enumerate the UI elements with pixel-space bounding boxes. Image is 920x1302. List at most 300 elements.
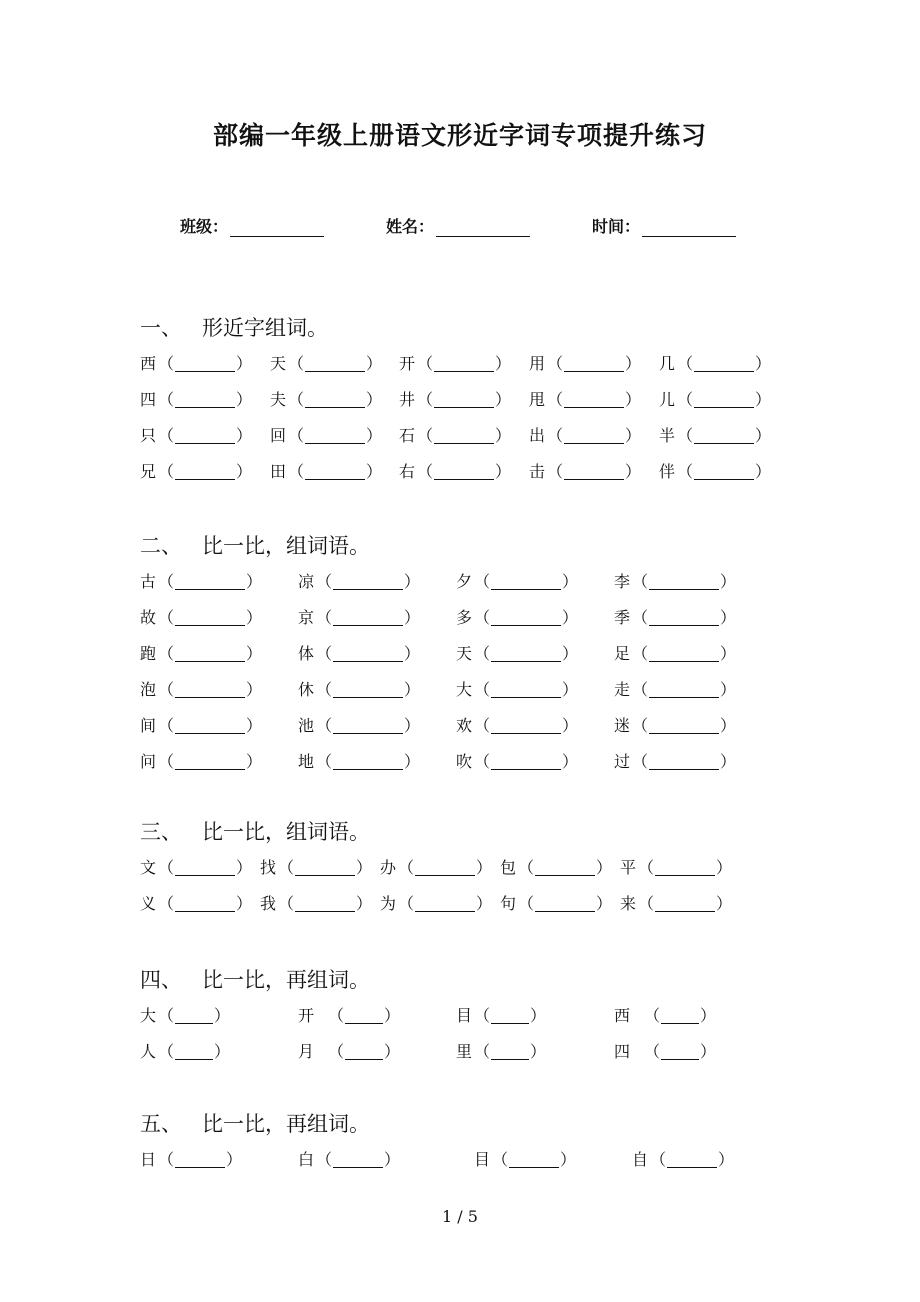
answer-blank[interactable] xyxy=(434,429,494,444)
character: 天 xyxy=(456,644,473,663)
paren-close: ） xyxy=(246,608,263,627)
paren-close: ） xyxy=(236,894,253,913)
word-item xyxy=(659,352,771,376)
word-item xyxy=(659,424,771,448)
exercise-row xyxy=(140,714,800,750)
character: 包 xyxy=(500,858,517,877)
word-item xyxy=(140,714,262,738)
answer-blank[interactable] xyxy=(175,683,245,698)
word-item xyxy=(614,1040,716,1064)
character: 文 xyxy=(140,858,157,877)
character: 办 xyxy=(380,858,397,877)
paren-open: （ xyxy=(316,644,333,663)
paren-open: （ xyxy=(316,572,333,591)
word-item xyxy=(399,460,511,484)
section-number: 五、 xyxy=(140,1112,182,1136)
paren-close: ） xyxy=(562,644,579,663)
word-item xyxy=(298,750,420,774)
paren-close: ） xyxy=(236,354,253,373)
answer-blank[interactable] xyxy=(333,719,403,734)
paren-open: （ xyxy=(417,462,434,481)
paren-open: （ xyxy=(288,426,305,445)
paren-open: （ xyxy=(288,390,305,409)
paren-close: ） xyxy=(356,858,373,877)
answer-blank[interactable] xyxy=(694,429,754,444)
answer-blank[interactable] xyxy=(305,393,365,408)
paren-open: （ xyxy=(650,1150,667,1169)
word-item xyxy=(270,460,382,484)
answer-blank[interactable] xyxy=(333,647,403,662)
character: 凉 xyxy=(298,572,315,591)
paren-close: ） xyxy=(404,716,421,735)
character: 走 xyxy=(614,680,631,699)
paren-close: ） xyxy=(246,644,263,663)
paren-close: ） xyxy=(700,1006,717,1025)
name-field xyxy=(386,214,530,237)
paren-open: （ xyxy=(632,572,649,591)
paren-open: （ xyxy=(398,858,415,877)
answer-blank[interactable] xyxy=(434,465,494,480)
section-number: 四、 xyxy=(140,968,182,992)
word-item xyxy=(270,352,382,376)
section-instruction: 比一比，组词语。 xyxy=(202,820,370,844)
paren-close: ） xyxy=(562,752,579,771)
paren-close: ） xyxy=(755,390,772,409)
answer-blank[interactable] xyxy=(175,719,245,734)
answer-blank[interactable] xyxy=(333,683,403,698)
answer-blank[interactable] xyxy=(667,1153,717,1168)
character: 泡 xyxy=(140,680,157,699)
word-item xyxy=(140,424,252,448)
character: 间 xyxy=(140,716,157,735)
section-title xyxy=(140,818,800,846)
paren-open: （ xyxy=(316,1150,333,1169)
exercise-row xyxy=(140,1004,800,1040)
answer-blank[interactable] xyxy=(564,429,624,444)
word-item xyxy=(298,642,420,666)
character: 地 xyxy=(298,752,315,771)
paren-open: （ xyxy=(632,680,649,699)
paren-close: ） xyxy=(404,572,421,591)
answer-blank[interactable] xyxy=(649,719,719,734)
word-item xyxy=(399,388,511,412)
word-item xyxy=(500,856,612,880)
paren-close: ） xyxy=(236,390,253,409)
paren-close: ） xyxy=(236,858,253,877)
paren-close: ） xyxy=(495,462,512,481)
paren-close: ） xyxy=(720,608,737,627)
character: 季 xyxy=(614,608,631,627)
paren-close: ） xyxy=(384,1042,401,1061)
paren-close: ） xyxy=(596,858,613,877)
character: 京 xyxy=(298,608,315,627)
answer-blank[interactable] xyxy=(535,861,595,876)
section-1 xyxy=(140,314,800,496)
answer-blank[interactable] xyxy=(175,647,245,662)
page-title: 部编一年级上册语文形近字词专项提升练习 xyxy=(212,121,707,150)
character: 我 xyxy=(260,894,277,913)
answer-blank[interactable] xyxy=(649,611,719,626)
paren-close: ） xyxy=(625,462,642,481)
word-item xyxy=(614,750,736,774)
exercise-row xyxy=(140,1040,800,1076)
answer-blank[interactable] xyxy=(175,429,235,444)
section-number: 三、 xyxy=(140,820,182,844)
character: 目 xyxy=(456,1006,473,1025)
character: 用 xyxy=(529,354,546,373)
answer-blank[interactable] xyxy=(175,755,245,770)
word-item xyxy=(456,606,578,630)
paren-close: ） xyxy=(718,1150,735,1169)
word-item xyxy=(474,1148,576,1172)
character: 几 xyxy=(659,354,676,373)
section-5 xyxy=(140,1110,800,1184)
character: 四 xyxy=(614,1042,631,1061)
word-item xyxy=(140,856,252,880)
answer-blank[interactable] xyxy=(649,755,719,770)
word-item xyxy=(456,1004,546,1028)
answer-blank[interactable] xyxy=(345,1009,383,1024)
page-number: 1 / 5 xyxy=(442,1207,478,1226)
paren-open: （ xyxy=(677,462,694,481)
answer-blank[interactable] xyxy=(175,611,245,626)
word-item xyxy=(140,388,252,412)
paren-open: （ xyxy=(474,1042,491,1061)
paren-open: （ xyxy=(547,462,564,481)
section-title xyxy=(140,314,800,342)
character: 井 xyxy=(399,390,416,409)
section-instruction: 形近字组词。 xyxy=(202,316,328,340)
answer-blank[interactable] xyxy=(509,1153,559,1168)
class-label: 班级： xyxy=(180,217,229,236)
character: 儿 xyxy=(659,390,676,409)
answer-blank[interactable] xyxy=(694,465,754,480)
paren-open: （ xyxy=(644,1042,661,1061)
answer-blank[interactable] xyxy=(491,1009,529,1024)
answer-blank[interactable] xyxy=(491,683,561,698)
paren-open: （ xyxy=(158,390,175,409)
paren-close: ） xyxy=(596,894,613,913)
time-field xyxy=(592,214,736,237)
answer-blank[interactable] xyxy=(415,861,475,876)
character: 人 xyxy=(140,1042,157,1061)
character: 找 xyxy=(260,858,277,877)
paren-open: （ xyxy=(158,1042,175,1061)
answer-blank[interactable] xyxy=(345,1045,383,1060)
answer-blank[interactable] xyxy=(175,1153,225,1168)
answer-blank[interactable] xyxy=(434,393,494,408)
paren-open: （ xyxy=(474,644,491,663)
paren-open: （ xyxy=(158,1150,175,1169)
character: 问 xyxy=(140,752,157,771)
exercise-row xyxy=(140,642,800,678)
character: 甩 xyxy=(529,390,546,409)
paren-open: （ xyxy=(518,894,535,913)
word-item xyxy=(140,678,262,702)
character: 夫 xyxy=(270,390,287,409)
character: 四 xyxy=(140,390,157,409)
paren-open: （ xyxy=(158,462,175,481)
paren-close: ） xyxy=(755,426,772,445)
section-4 xyxy=(140,966,800,1076)
answer-blank[interactable] xyxy=(175,465,235,480)
word-item xyxy=(529,352,641,376)
answer-blank[interactable] xyxy=(564,357,624,372)
answer-blank[interactable] xyxy=(295,861,355,876)
character: 右 xyxy=(399,462,416,481)
answer-blank[interactable] xyxy=(434,357,494,372)
character: 半 xyxy=(659,426,676,445)
character: 月 xyxy=(298,1042,315,1061)
answer-blank[interactable] xyxy=(175,357,235,372)
paren-close: ） xyxy=(625,354,642,373)
character: 击 xyxy=(529,462,546,481)
character: 平 xyxy=(620,858,637,877)
section-2 xyxy=(140,532,800,786)
paren-open: （ xyxy=(474,680,491,699)
character: 足 xyxy=(614,644,631,663)
paren-close: ） xyxy=(476,858,493,877)
class-field xyxy=(180,214,324,237)
section-instruction: 比一比，再组词。 xyxy=(202,968,370,992)
paren-open: （ xyxy=(632,752,649,771)
paren-open: （ xyxy=(316,716,333,735)
paren-close: ） xyxy=(404,752,421,771)
answer-blank[interactable] xyxy=(333,611,403,626)
character: 吹 xyxy=(456,752,473,771)
paren-open: （ xyxy=(316,752,333,771)
character: 多 xyxy=(456,608,473,627)
character: 迷 xyxy=(614,716,631,735)
character: 田 xyxy=(270,462,287,481)
paren-open: （ xyxy=(492,1150,509,1169)
character: 来 xyxy=(620,894,637,913)
name-blank[interactable] xyxy=(436,218,530,237)
character: 休 xyxy=(298,680,315,699)
character: 句 xyxy=(500,894,517,913)
word-item xyxy=(140,750,262,774)
exercise-row xyxy=(140,892,800,928)
character: 西 xyxy=(140,354,157,373)
paren-open: （ xyxy=(328,1042,345,1061)
section-number: 一、 xyxy=(140,316,182,340)
answer-blank[interactable] xyxy=(649,683,719,698)
paren-close: ） xyxy=(562,608,579,627)
answer-blank[interactable] xyxy=(564,465,624,480)
paren-close: ） xyxy=(366,462,383,481)
word-item xyxy=(456,678,578,702)
paren-close: ） xyxy=(476,894,493,913)
word-item xyxy=(140,352,252,376)
paren-close: ） xyxy=(562,716,579,735)
answer-blank[interactable] xyxy=(175,575,245,590)
paren-open: （ xyxy=(328,1006,345,1025)
section-number: 二、 xyxy=(140,534,182,558)
answer-blank[interactable] xyxy=(175,897,235,912)
paren-close: ） xyxy=(720,644,737,663)
exercise-row xyxy=(140,570,800,606)
paren-open: （ xyxy=(677,354,694,373)
answer-blank[interactable] xyxy=(655,861,715,876)
paren-close: ） xyxy=(625,390,642,409)
character: 白 xyxy=(298,1150,315,1169)
paren-close: ） xyxy=(562,572,579,591)
time-label: 时间： xyxy=(592,217,641,236)
paren-close: ） xyxy=(720,716,737,735)
word-item xyxy=(298,714,420,738)
paren-open: （ xyxy=(644,1006,661,1025)
answer-blank[interactable] xyxy=(694,357,754,372)
word-item xyxy=(140,570,262,594)
answer-blank[interactable] xyxy=(305,429,365,444)
word-item xyxy=(298,1148,400,1172)
word-item xyxy=(380,856,492,880)
answer-blank[interactable] xyxy=(661,1045,699,1060)
exercise-row xyxy=(140,352,800,388)
paren-close: ） xyxy=(226,1150,243,1169)
answer-blank[interactable] xyxy=(295,897,355,912)
word-item xyxy=(620,856,732,880)
paren-open: （ xyxy=(158,716,175,735)
answer-blank[interactable] xyxy=(694,393,754,408)
paren-close: ） xyxy=(246,716,263,735)
paren-open: （ xyxy=(288,462,305,481)
paren-close: ） xyxy=(246,752,263,771)
word-item xyxy=(260,892,372,916)
paren-open: （ xyxy=(547,426,564,445)
character: 日 xyxy=(140,1150,157,1169)
paren-close: ） xyxy=(700,1042,717,1061)
word-item xyxy=(399,352,511,376)
paren-open: （ xyxy=(278,894,295,913)
word-item xyxy=(614,1004,716,1028)
paren-close: ） xyxy=(404,644,421,663)
answer-blank[interactable] xyxy=(491,1045,529,1060)
character: 故 xyxy=(140,608,157,627)
character: 李 xyxy=(614,572,631,591)
character: 伴 xyxy=(659,462,676,481)
word-item xyxy=(140,460,252,484)
paren-open: （ xyxy=(638,894,655,913)
answer-blank[interactable] xyxy=(655,897,715,912)
word-item xyxy=(298,1004,400,1028)
paren-open: （ xyxy=(278,858,295,877)
answer-blank[interactable] xyxy=(535,897,595,912)
answer-blank[interactable] xyxy=(333,1153,383,1168)
character: 只 xyxy=(140,426,157,445)
paren-open: （ xyxy=(518,858,535,877)
character: 西 xyxy=(614,1006,631,1025)
character: 古 xyxy=(140,572,157,591)
class-blank[interactable] xyxy=(230,218,324,237)
word-item xyxy=(456,750,578,774)
section-instruction: 比一比，再组词。 xyxy=(202,1112,370,1136)
word-item xyxy=(270,424,382,448)
word-item xyxy=(659,460,771,484)
answer-blank[interactable] xyxy=(491,575,561,590)
word-item xyxy=(632,1148,734,1172)
paren-open: （ xyxy=(417,354,434,373)
word-item xyxy=(500,892,612,916)
word-item xyxy=(140,892,252,916)
paren-close: ） xyxy=(755,354,772,373)
character: 出 xyxy=(529,426,546,445)
word-item xyxy=(140,1040,230,1064)
paren-open: （ xyxy=(158,1006,175,1025)
answer-blank[interactable] xyxy=(491,755,561,770)
word-item xyxy=(140,1004,230,1028)
paren-open: （ xyxy=(547,354,564,373)
answer-blank[interactable] xyxy=(661,1009,699,1024)
answer-blank[interactable] xyxy=(333,575,403,590)
paren-close: ） xyxy=(720,752,737,771)
paren-open: （ xyxy=(398,894,415,913)
answer-blank[interactable] xyxy=(305,357,365,372)
exercise-row xyxy=(140,678,800,714)
answer-blank[interactable] xyxy=(333,755,403,770)
paren-open: （ xyxy=(677,426,694,445)
answer-blank[interactable] xyxy=(491,611,561,626)
answer-blank[interactable] xyxy=(305,465,365,480)
paren-open: （ xyxy=(158,680,175,699)
paren-open: （ xyxy=(158,894,175,913)
name-label: 姓名： xyxy=(386,217,435,236)
answer-blank[interactable] xyxy=(491,719,561,734)
answer-blank[interactable] xyxy=(175,861,235,876)
character: 为 xyxy=(380,894,397,913)
answer-blank[interactable] xyxy=(175,1009,213,1024)
answer-blank[interactable] xyxy=(649,575,719,590)
word-item xyxy=(140,606,262,630)
character: 开 xyxy=(399,354,416,373)
paren-open: （ xyxy=(158,752,175,771)
character: 开 xyxy=(298,1006,315,1025)
word-item xyxy=(456,642,578,666)
exercise-row xyxy=(140,750,800,786)
time-blank[interactable] xyxy=(642,218,736,237)
exercise-row xyxy=(140,606,800,642)
answer-blank[interactable] xyxy=(415,897,475,912)
paren-close: ） xyxy=(246,680,263,699)
answer-blank[interactable] xyxy=(175,1045,213,1060)
word-item xyxy=(529,388,641,412)
word-item xyxy=(399,424,511,448)
answer-blank[interactable] xyxy=(175,393,235,408)
paren-open: （ xyxy=(158,572,175,591)
answer-blank[interactable] xyxy=(491,647,561,662)
paren-open: （ xyxy=(316,608,333,627)
word-item xyxy=(529,460,641,484)
character: 自 xyxy=(632,1150,649,1169)
paren-close: ） xyxy=(560,1150,577,1169)
paren-close: ） xyxy=(404,608,421,627)
paren-open: （ xyxy=(632,644,649,663)
character: 里 xyxy=(456,1042,473,1061)
answer-blank[interactable] xyxy=(649,647,719,662)
character: 大 xyxy=(456,680,473,699)
word-item xyxy=(456,570,578,594)
answer-blank[interactable] xyxy=(564,393,624,408)
paren-close: ） xyxy=(356,894,373,913)
paren-close: ） xyxy=(720,572,737,591)
paren-close: ） xyxy=(495,354,512,373)
word-item xyxy=(614,642,736,666)
word-item xyxy=(456,714,578,738)
paren-close: ） xyxy=(236,462,253,481)
word-item xyxy=(298,1040,400,1064)
word-item xyxy=(614,570,736,594)
paren-open: （ xyxy=(288,354,305,373)
